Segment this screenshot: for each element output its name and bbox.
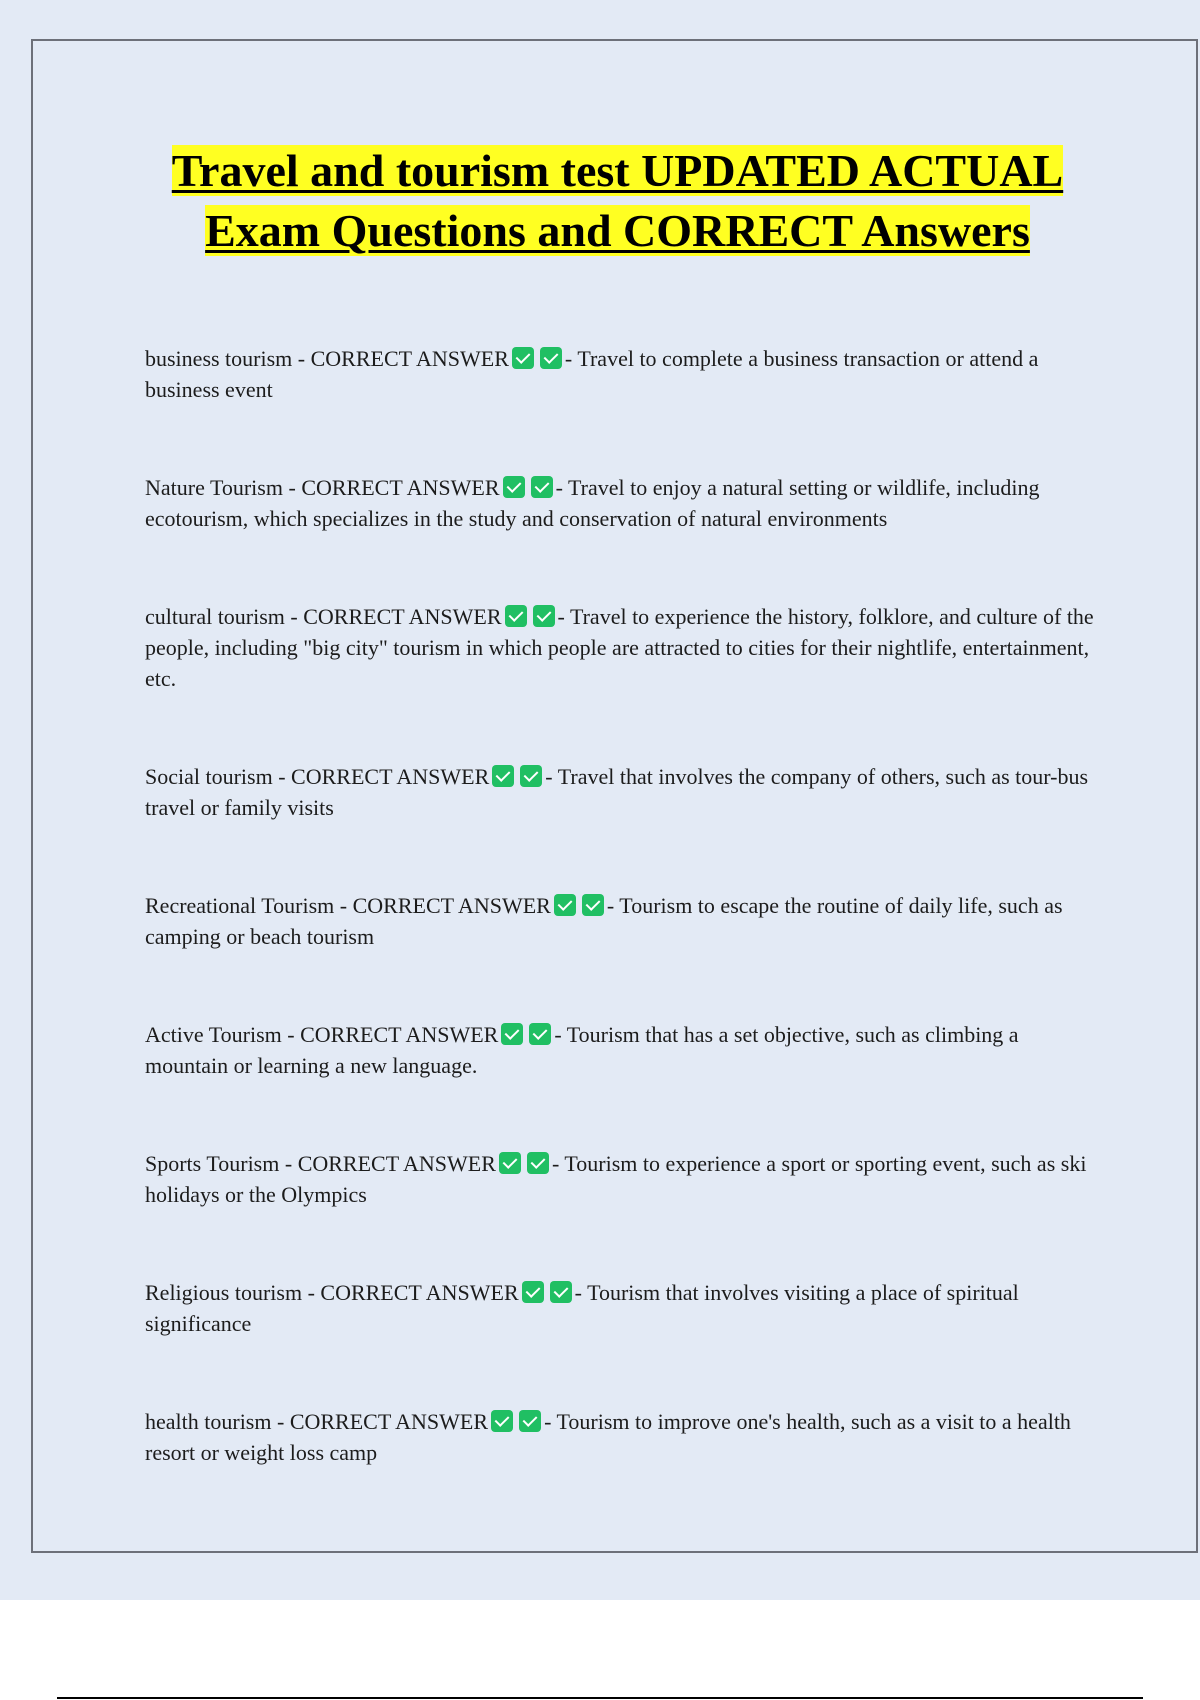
green-check-box-icon — [499, 1152, 521, 1174]
green-check-box-icon — [531, 476, 553, 498]
qa-item: Active Tourism - CORRECT ANSWER - Tourism that has a set objective, such as climbing a mountain or learning a new language. — [145, 1022, 1019, 1078]
qa-term: Social tourism — [145, 764, 273, 789]
qa-definition: Tourism to escape the routine of daily life, such as camping or beach tourism — [145, 893, 1063, 949]
correct-answer-label: CORRECT ANSWER — [301, 475, 500, 500]
qa-term: cultural tourism — [145, 604, 285, 629]
green-check-box-icon — [540, 347, 562, 369]
qa-item: Nature Tourism - CORRECT ANSWER - Travel to enjoy a natural setting or wildlife, including ecotourism, which specializes in the study and conservation of natural environments — [145, 475, 1040, 531]
qa-term: Recreational Tourism — [145, 893, 335, 918]
green-check-box-icon — [520, 765, 542, 787]
document-title — [145, 141, 1090, 261]
green-check-box-icon — [522, 1281, 544, 1303]
qa-item: business tourism - CORRECT ANSWER - Travel to complete a business transaction or attend a business event — [145, 346, 1039, 402]
green-check-box-icon — [527, 1152, 549, 1174]
qa-item: Recreational Tourism - CORRECT ANSWER - Tourism to escape the routine of daily life, such as camping or beach tourism — [145, 893, 1063, 949]
green-check-box-icon — [503, 476, 525, 498]
qa-term: Sports Tourism — [145, 1151, 280, 1176]
green-check-box-icon — [519, 1410, 541, 1432]
correct-answer-label: CORRECT ANSWER — [320, 1280, 519, 1305]
qa-definition: Tourism that has a set objective, such as climbing a mountain or learning a new language. — [145, 1022, 1019, 1078]
green-check-box-icon — [512, 347, 534, 369]
qa-definition: Tourism to experience a sport or sporting event, such as ski holidays or the Olympics — [145, 1151, 1087, 1207]
qa-term: health tourism — [145, 1409, 272, 1434]
qa-definition: Travel to experience the history, folklore, and culture of the people, including "big city" tourism in which people are attracted to cities for their nightlife, entertainment, etc. — [145, 604, 1094, 691]
green-check-box-icon — [582, 894, 604, 916]
correct-answer-label: CORRECT ANSWER — [289, 1409, 489, 1434]
qa-item: Sports Tourism - CORRECT ANSWER - Tourism to experience a sport or sporting event, such as ski holidays or the Olympics — [145, 1151, 1087, 1207]
green-check-box-icon — [533, 605, 555, 627]
qa-term: Nature Tourism — [145, 475, 283, 500]
correct-answer-label: CORRECT ANSWER — [310, 346, 509, 371]
correct-answer-label: CORRECT ANSWER — [300, 1022, 499, 1047]
qa-definition: Tourism to improve one's health, such as a visit to a health resort or weight loss camp — [145, 1409, 1071, 1465]
qa-definition: Travel to enjoy a natural setting or wildlife, including ecotourism, which specializes in the study and conservation of natural environments — [145, 475, 1040, 531]
correct-answer-label: CORRECT ANSWER — [297, 1151, 496, 1176]
qa-definition: Tourism that involves visiting a place of spiritual significance — [145, 1280, 1019, 1336]
qa-term: Active Tourism — [145, 1022, 282, 1047]
qa-item: Religious tourism - CORRECT ANSWER - Tourism that involves visiting a place of spiritual significance — [145, 1280, 1019, 1336]
qa-item: health tourism - CORRECT ANSWER - Tourism to improve one's health, such as a visit to a health resort or weight loss camp — [145, 1409, 1071, 1465]
qa-item: Social tourism - CORRECT ANSWER - Travel that involves the company of others, such as tour-bus travel or family visits — [145, 764, 1089, 820]
green-check-box-icon — [550, 1281, 572, 1303]
qa-list — [145, 343, 1097, 1535]
green-check-box-icon — [501, 1023, 523, 1045]
green-check-box-icon — [529, 1023, 551, 1045]
qa-definition: Travel that involves the company of others, such as tour-bus travel or family visits — [145, 764, 1089, 820]
green-check-box-icon — [491, 1410, 513, 1432]
correct-answer-label: CORRECT ANSWER — [352, 893, 551, 918]
green-check-box-icon — [505, 605, 527, 627]
bottom-divider — [57, 1697, 1143, 1699]
green-check-box-icon — [492, 765, 514, 787]
document-title-text: Travel and tourism test UPDATED ACTUAL Exam Questions and CORRECT Answers — [171, 145, 1064, 256]
qa-definition: Travel to complete a business transaction or attend a business event — [145, 346, 1039, 402]
qa-term: Religious tourism — [145, 1280, 303, 1305]
green-check-box-icon — [554, 894, 576, 916]
qa-item: cultural tourism - CORRECT ANSWER - Travel to experience the history, folklore, and culture of the people, including "big city" tourism in which people are attracted to cities for their nightlife, entertainment, etc. — [145, 604, 1094, 691]
qa-term: business tourism — [145, 346, 293, 371]
correct-answer-label: CORRECT ANSWER — [303, 604, 502, 629]
correct-answer-label: CORRECT ANSWER — [291, 764, 490, 789]
